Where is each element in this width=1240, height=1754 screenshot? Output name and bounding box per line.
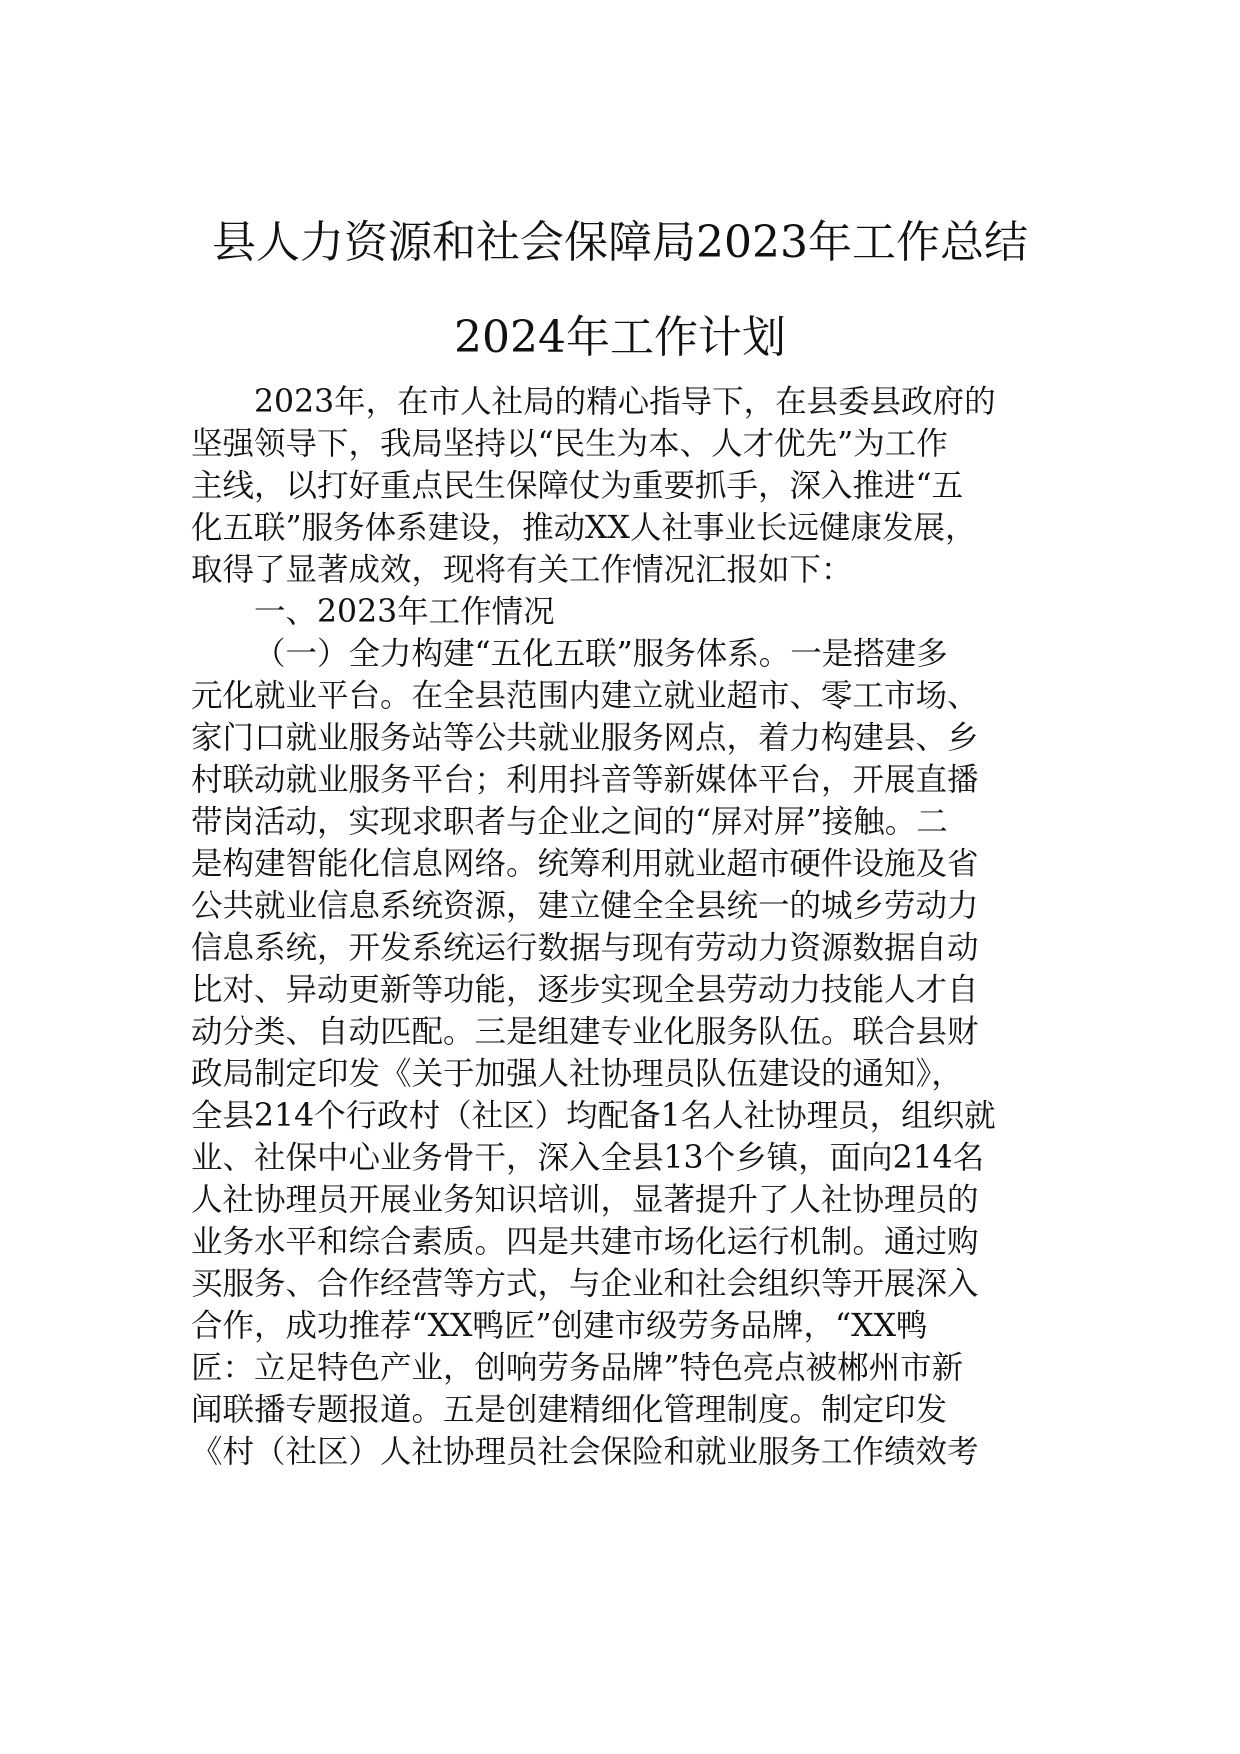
paragraph-line: 买服务、合作经营等方式，与企业和社会组织等开展深入 [191,1266,979,1302]
paragraph-line: 政局制定印发《关于加强人社协理员队伍建设的通知》， [191,1056,963,1092]
paragraph-line: 匠：立足特色产业，创响劳务品牌”特色亮点被郴州市新 [191,1350,964,1386]
paragraph-line: 全县214个行政村（社区）均配备1名人社协理员，组织就 [191,1098,996,1134]
paragraph-line: 业务水平和综合素质。四是共建市场化运行机制。通过购 [191,1224,979,1260]
paragraph-line: 带岗活动，实现求职者与企业之间的“屏对屏”接触。二 [191,804,948,840]
paragraph-line: 公共就业信息系统资源，建立健全全县统一的城乡劳动力 [191,888,979,924]
paragraph-line: 人社协理员开展业务知识培训，显著提升了人社协理员的 [191,1182,979,1218]
paragraph-line: 信息系统，开发系统运行数据与现有劳动力资源数据自动 [191,930,979,966]
paragraph-line: 是构建智能化信息网络。统筹利用就业超市硬件设施及省 [191,846,979,882]
paragraph-line: 取得了显著成效，现将有关工作情况汇报如下： [191,552,853,588]
paragraph-line: 元化就业平台。在全县范围内建立就业超市、零工市场、 [191,678,979,714]
paragraph-line: （一）全力构建“五化五联”服务体系。一是搭建多 [254,636,948,672]
paragraph-line: 合作，成功推荐“XX鸭匠”创建市级劳务品牌，“XX鸭 [191,1308,928,1344]
paragraph-line: 闻联播专题报道。五是创建精细化管理制度。制定印发 [191,1392,948,1428]
paragraph-line: 村联动就业服务平台；利用抖音等新媒体平台，开展直播 [191,762,979,798]
paragraph-line: 《村（社区）人社协理员社会保险和就业服务工作绩效考 [191,1434,979,1470]
paragraph-line: 比对、异动更新等功能，逐步实现全县劳动力技能人才自 [191,972,979,1008]
document-title-line-2: 2024年工作计划 [454,312,786,363]
paragraph-line: 坚强领导下，我局坚持以“民生为本、人才优先”为工作 [191,426,948,462]
paragraph-line: 动分类、自动匹配。三是组建专业化服务队伍。联合县财 [191,1014,979,1050]
paragraph-line: 业、社保中心业务骨干，深入全县13个乡镇，面向214名 [191,1140,985,1176]
paragraph-line: 化五联”服务体系建设，推动XX人社事业长远健康发展， [191,510,977,546]
section-heading: 一、2023年工作情况 [254,594,555,630]
paragraph-line: 家门口就业服务站等公共就业服务网点，着力构建县、乡 [191,720,979,756]
document-title-line-1: 县人力资源和社会保障局2023年工作总结 [212,217,1028,268]
paragraph-line: 2023年，在市人社局的精心指导下，在县委县政府的 [254,384,996,420]
paragraph-line: 主线，以打好重点民生保障仗为重要抓手，深入推进“五 [191,468,964,504]
